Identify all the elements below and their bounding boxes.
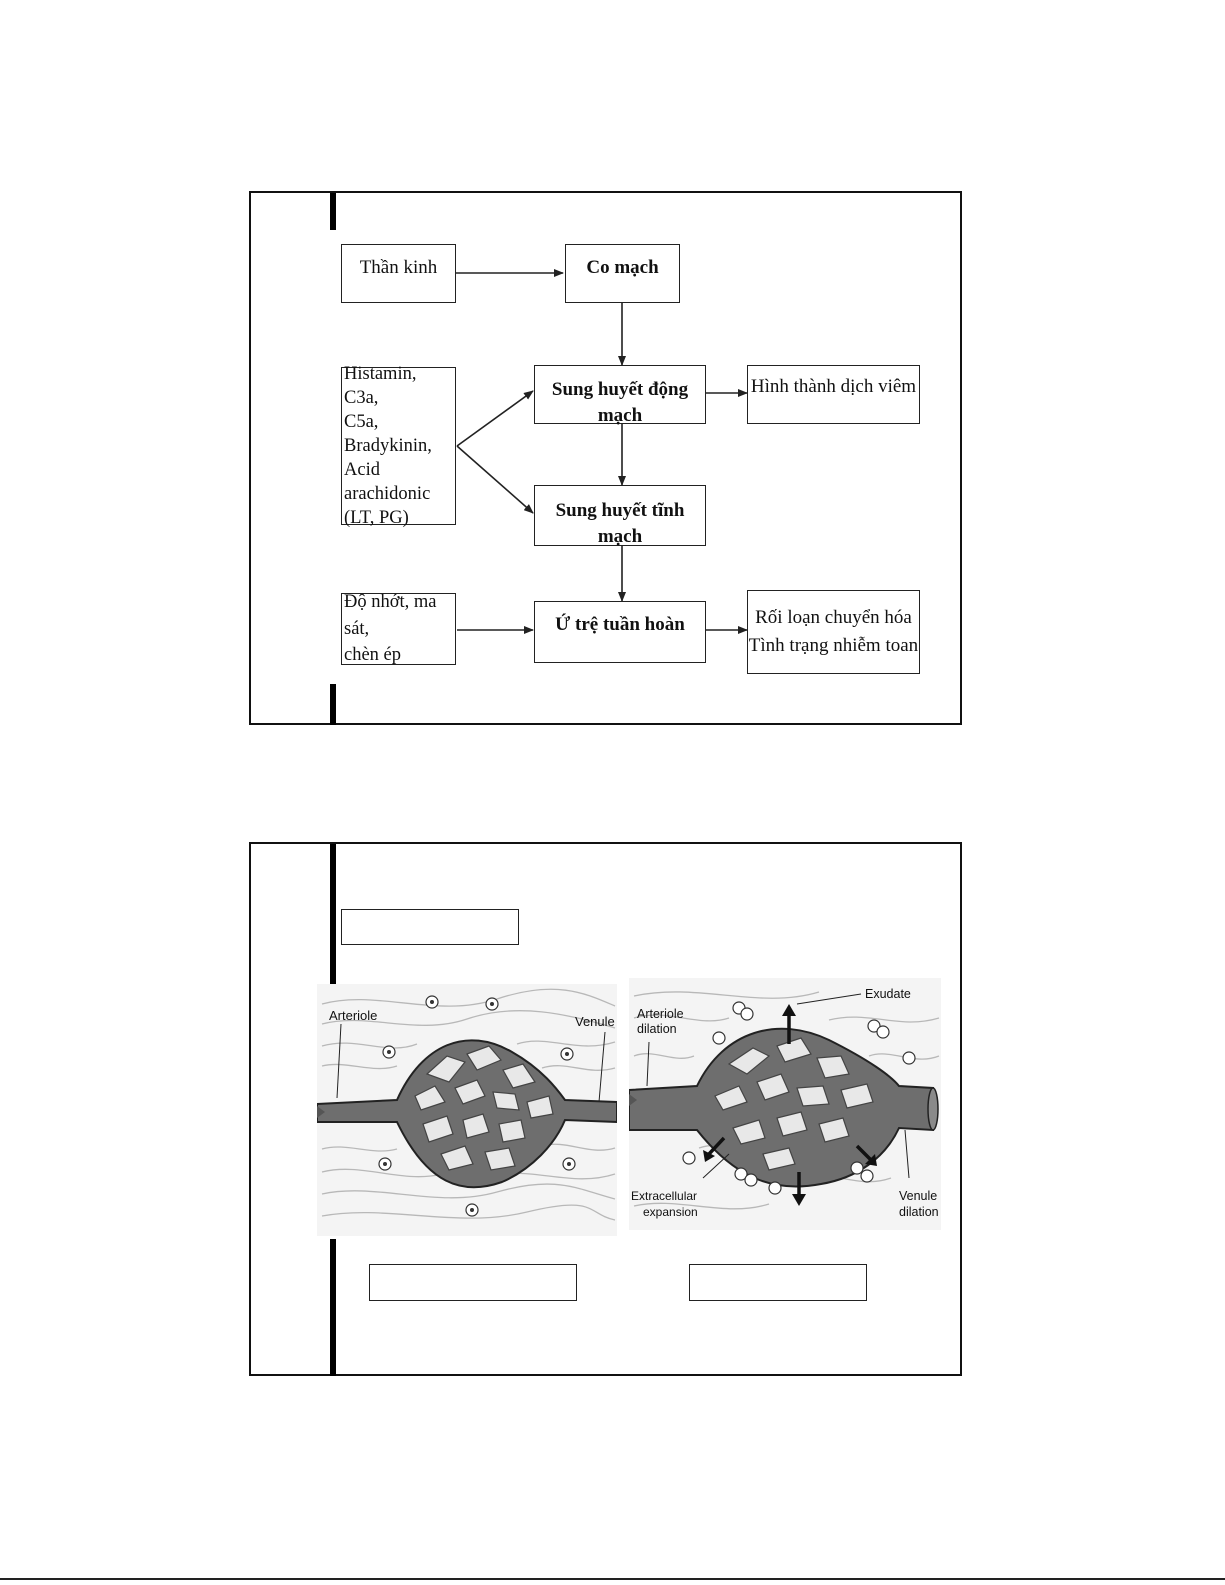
label-exudate: Exudate	[865, 987, 911, 1001]
slide-2	[249, 842, 962, 1376]
box-co-mach	[565, 244, 680, 303]
box-sung-huyet-dong-mach	[534, 365, 706, 424]
box-sung-huyet-tinh-mach-label: Sung huyết tĩnh mạch	[555, 500, 685, 547]
page-bottom-rule	[0, 1578, 1225, 1580]
do-nhot-line-2: chèn ép	[344, 645, 402, 665]
box-co-mach-label: Co mạch	[586, 257, 659, 278]
slide-2-accent-bar-bottom	[330, 1239, 336, 1376]
box-than-kinh-label: Thần kinh	[359, 257, 438, 278]
histamin-line-4: (LT, PG)	[344, 508, 409, 529]
box-u-tre-tuan-hoan	[534, 601, 706, 663]
box-roi-loan	[747, 590, 920, 674]
roi-loan-line-2: Tình trạng nhiễm toan	[748, 635, 919, 656]
box-histamin	[341, 363, 456, 529]
box-sung-huyet-dong-mach-label: Sung huyết động mạch	[551, 379, 689, 426]
arrow-histamin-to-sung-huyet-tinh-mach	[457, 446, 533, 513]
normal-microcirculation-figure	[317, 984, 617, 1236]
slide-2-accent-bar-top	[330, 844, 336, 984]
box-hinh-thanh-dich-viem	[747, 365, 920, 424]
box-hinh-thanh-dich-viem-label: Hình thành dịch viêm	[750, 376, 917, 397]
box-sung-huyet-tinh-mach	[534, 485, 706, 546]
histamin-line-1: Histamin, C3a,	[344, 363, 417, 408]
box-do-nhot	[341, 593, 456, 665]
slide-1	[249, 191, 962, 725]
box-than-kinh	[341, 244, 456, 303]
histamin-line-3: Acid arachidonic	[344, 460, 431, 505]
label-arteriole: Arteriole	[329, 1008, 378, 1023]
arrow-histamin-to-sung-huyet-dong-mach	[457, 391, 533, 446]
right-figure-caption-placeholder	[689, 1264, 867, 1301]
label-venule: Venule	[575, 1014, 615, 1029]
roi-loan-line-1: Rối loạn chuyển hóa	[755, 606, 912, 628]
label-venule-dilation: Venule dilation	[899, 1189, 939, 1219]
label-extracellular-expansion: Extracellular expansion	[631, 1189, 698, 1219]
label-arteriole-dilation: Arteriole dilation	[637, 1007, 684, 1036]
inflamed-microcirculation-figure	[629, 978, 941, 1230]
box-u-tre-tuan-hoan-label: Ứ trệ tuần hoàn	[555, 614, 685, 635]
slide-2-title-placeholder	[341, 909, 519, 945]
histamin-line-2: C5a, Bradykinin,	[344, 411, 432, 456]
do-nhot-line-1: Độ nhớt, ma sát,	[344, 593, 437, 639]
left-figure-caption-placeholder	[369, 1264, 577, 1301]
